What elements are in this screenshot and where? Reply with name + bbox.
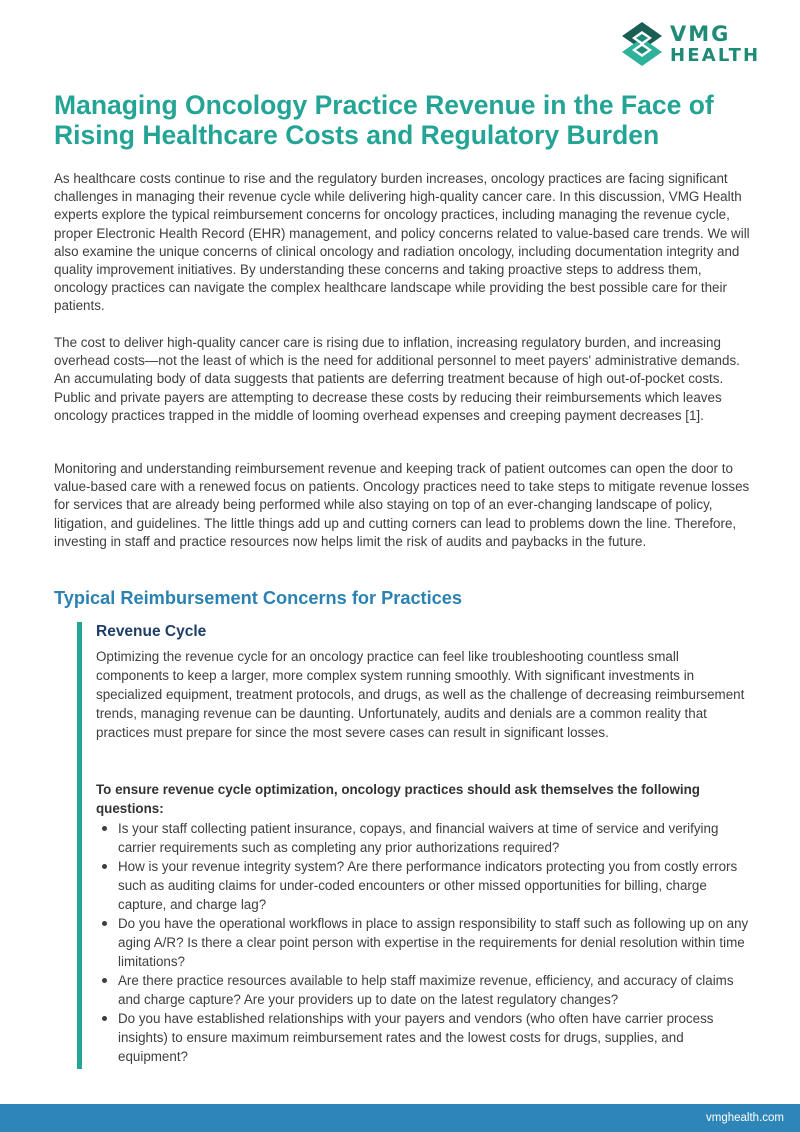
logo-wordmark-line2: HEALTH [670,44,761,66]
list-item [96,914,750,971]
intro-paragraph-3: Monitoring and understanding reimbursement revenue and keeping track of patient outcomes can open the door to value-based care with a renewed focus on patients. Oncology practices need to take steps to mitigate revenue losses for services that are already being performed while also staying on top of an ever-changing landscape of policy, litigation, and guidelines. The little things add up and cutting corners can lead to problems down the line. Therefore, investing in staff and practice resources now helps limit the risk of audits and paybacks in the future. [54,461,750,549]
list-item-text: Is your staff collecting patient insurance, copays, and financial waivers at time of service and verifying carrier requirements such as completing any prior authorizations required? [118,821,719,855]
bullet-icon [102,921,107,926]
list-item [96,1009,750,1066]
questions-lead: To ensure revenue cycle optimization, oncology practices should ask themselves the following questions: [96,782,700,816]
section-heading: Typical Reimbursement Concerns for Practices [54,588,463,608]
vmg-health-logo [622,22,760,66]
revenue-cycle-heading: Revenue Cycle [96,623,207,640]
logo-wordmark-line1: VMG [670,21,731,46]
bullet-icon [102,826,107,831]
footer-website-link[interactable]: vmghealth.com [706,1112,784,1124]
bullet-icon [102,978,107,983]
list-item [96,971,750,1009]
list-item [96,857,750,914]
intro-paragraph-1: As healthcare costs continue to rise and the regulatory burden increases, oncology practices are facing significant challenges in managing their revenue cycle while delivering high-quality cancer care. In this discussion, VMG Health experts explore the typical reimbursement concerns for oncology practices, including managing the revenue cycle, proper Electronic Health Record (EHR) management, and policy concerns related to value-based care trends. We will also examine the unique concerns of clinical oncology and radiation oncology, including documentation integrity and quality improvement initiatives. By understanding these concerns and taking proactive steps to address them, oncology practices can navigate the complex healthcare landscape while providing the best possible care for their patients. [54,171,750,314]
bullet-icon [102,864,107,869]
list-item [96,819,750,857]
document-title: Managing Oncology Practice Revenue in the Face of Rising Healthcare Costs and Regulatory Burden [54,90,714,150]
list-item-text: Are there practice resources available to help staff maximize revenue, efficiency, and accuracy of claims and charge capture? Are your providers up to date on the latest regulatory changes? [118,973,734,1007]
questions-list [96,819,750,1066]
list-item-text: How is your revenue integrity system? Are there performance indicators protecting you from costly errors such as auditing claims for under-coded encounters or other missed opportunities for billing, charge capture, and charge lag? [118,859,738,912]
logo-wordmark [670,21,761,66]
section-accent-bar [77,622,82,1069]
revenue-cycle-body: Optimizing the revenue cycle for an oncology practice can feel like troubleshooting countless small components to keep a larger, more complex system running smoothly. With significant investments in specialized equipment, treatment protocols, and drugs, as well as the challenge of decreasing reimbursement trends, managing revenue can be daunting. Unfortunately, audits and denials are a common reality that practices must prepare for since the most severe cases can result in significant losses. [96,649,745,740]
footer-bar [0,1104,800,1132]
vmg-logo-mark-icon [622,22,662,66]
bullet-icon [102,1016,107,1021]
intro-paragraph-2: The cost to deliver high-quality cancer care is rising due to inflation, increasing regulatory burden, and increasing overhead costs—not the least of which is the need for additional personnel to meet payers' administrative demands. An accumulating body of data suggests that patients are deferring treatment because of high out-of-pocket costs. Public and private payers are attempting to decrease these costs by reducing their reimbursements which leaves oncology practices trapped in the middle of looming overhead expenses and creeping payment decreases [1]. [54,335,740,423]
list-item-text: Do you have the operational workflows in place to assign responsibility to staff such as following up on any aging A/R? Is there a clear point person with expertise in the requirements for denial resolution within time limitations? [118,916,749,969]
list-item-text: Do you have established relationships with your payers and vendors (who often have carrier process insights) to ensure maximum reimbursement rates and the lowest costs for drugs, supplies, and equipment? [118,1011,714,1064]
